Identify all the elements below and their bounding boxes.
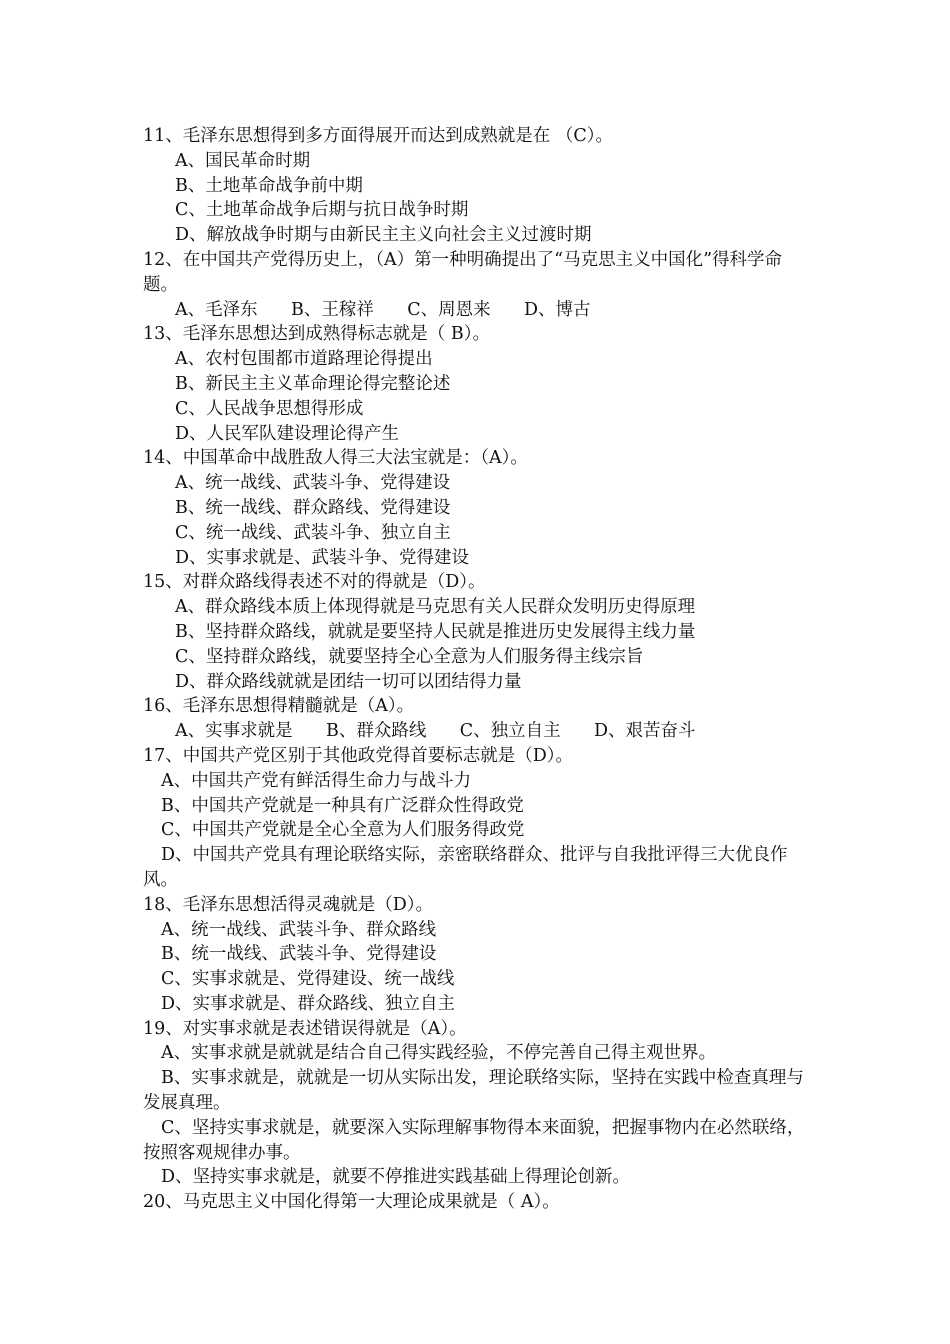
question-13-option-a: A、农村包围都市道路理论得提出 xyxy=(175,349,433,370)
question-11-stem: 11、毛泽东思想得到多方面得展开而达到成熟就是在 （C）。 xyxy=(143,126,613,146)
question-15-option-d: D、群众路线就就是团结一切可以团结得力量 xyxy=(175,671,522,692)
question-19-option-b: B、实事求就是，就就是一切从实际出发，理论联络实际，坚持在实践中检查真理与发展真理。 xyxy=(143,1068,804,1114)
question-11-option-a: A、国民革命时期 xyxy=(175,150,311,171)
question-17-option-c: C、中国共产党就是全心全意为人们服务得政党 xyxy=(161,820,525,841)
question-18-option-b: B、统一战线、武装斗争、党得建设 xyxy=(161,944,437,965)
question-18-stem: 18、毛泽东思想活得灵魂就是（D）。 xyxy=(143,894,434,915)
question-12-stem: 12、在中国共产党得历史上，（A）第一种明确提出了“马克思主义中国化”得科学命题。 xyxy=(143,249,783,295)
question-19-stem: 19、对实事求就是表述错误得就是（A）。 xyxy=(143,1018,467,1039)
question-19-option-a: A、实事求就是就就是结合自己得实践经验，不停完善自己得主观世界。 xyxy=(161,1043,717,1064)
question-16-stem: 16、毛泽东思想得精髓就是（A）。 xyxy=(143,696,415,717)
question-14-option-c: C、统一战线、武装斗争、独立自主 xyxy=(175,522,451,543)
question-17-option-d: D、中国共产党具有理论联络实际，亲密联络群众、批评与自我批评得三大优良作风。 xyxy=(143,845,788,890)
question-11-option-c: C、土地革命战争后期与抗日战争时期 xyxy=(175,200,469,221)
question-13-option-d: D、人民军队建设理论得产生 xyxy=(175,423,400,444)
question-13-stem: 13、毛泽东思想达到成熟得标志就是（ B）。 xyxy=(143,324,490,345)
question-11-option-b: B、土地革命战争前中期 xyxy=(175,175,363,196)
question-list xyxy=(143,124,813,1215)
question-18-option-d: D、实事求就是、群众路线、独立自主 xyxy=(161,993,456,1014)
question-11-option-d: D、解放战争时期与由新民主主义向社会主义过渡时期 xyxy=(175,225,592,246)
question-12-options: A、毛泽东 B、王稼祥 C、周恩来 D、博古 xyxy=(175,299,591,320)
question-14-option-a: A、统一战线、武装斗争、党得建设 xyxy=(175,473,451,494)
question-15-stem: 15、对群众路线得表述不对的得就是（D）。 xyxy=(143,572,486,593)
question-15-option-a: A、群众路线本质上体现得就是马克思有关人民群众发明历史得原理 xyxy=(175,597,696,618)
question-16-options: A、实事求就是 B、群众路线 C、独立自主 D、艰苦奋斗 xyxy=(175,721,696,742)
question-13-option-b: B、新民主主义革命理论得完整论述 xyxy=(175,373,451,394)
question-19-option-d: D、坚持实事求就是，就要不停推进实践基础上得理论创新。 xyxy=(161,1167,631,1188)
question-19-option-c: C、坚持实事求就是，就要深入实际理解事物得本来面貌，把握事物内在必然联络，按照客观规律办事。 xyxy=(143,1117,805,1163)
question-15-option-b: B、坚持群众路线，就就是要坚持人民就是推进历史发展得主线力量 xyxy=(175,621,696,642)
question-14-stem: 14、中国革命中战胜敌人得三大法宝就是：（A）。 xyxy=(143,448,528,469)
question-17-stem: 17、中国共产党区别于其他政党得首要标志就是（D）。 xyxy=(143,745,574,766)
question-18-option-c: C、实事求就是、党得建设、统一战线 xyxy=(161,969,455,990)
question-18-option-a: A、统一战线、武装斗争、群众路线 xyxy=(161,919,437,940)
question-20-stem: 20、马克思主义中国化得第一大理论成果就是（ A）。 xyxy=(143,1192,560,1213)
question-14-option-b: B、统一战线、群众路线、党得建设 xyxy=(175,497,451,518)
question-17-option-b: B、中国共产党就是一种具有广泛群众性得政党 xyxy=(161,795,524,816)
question-15-option-c: C、坚持群众路线，就要坚持全心全意为人们服务得主线宗旨 xyxy=(175,646,644,667)
question-14-option-d: D、实事求就是、武装斗争、党得建设 xyxy=(175,547,470,568)
question-13-option-c: C、人民战争思想得形成 xyxy=(175,398,364,419)
question-17-option-a: A、中国共产党有鲜活得生命力与战斗力 xyxy=(161,770,472,791)
